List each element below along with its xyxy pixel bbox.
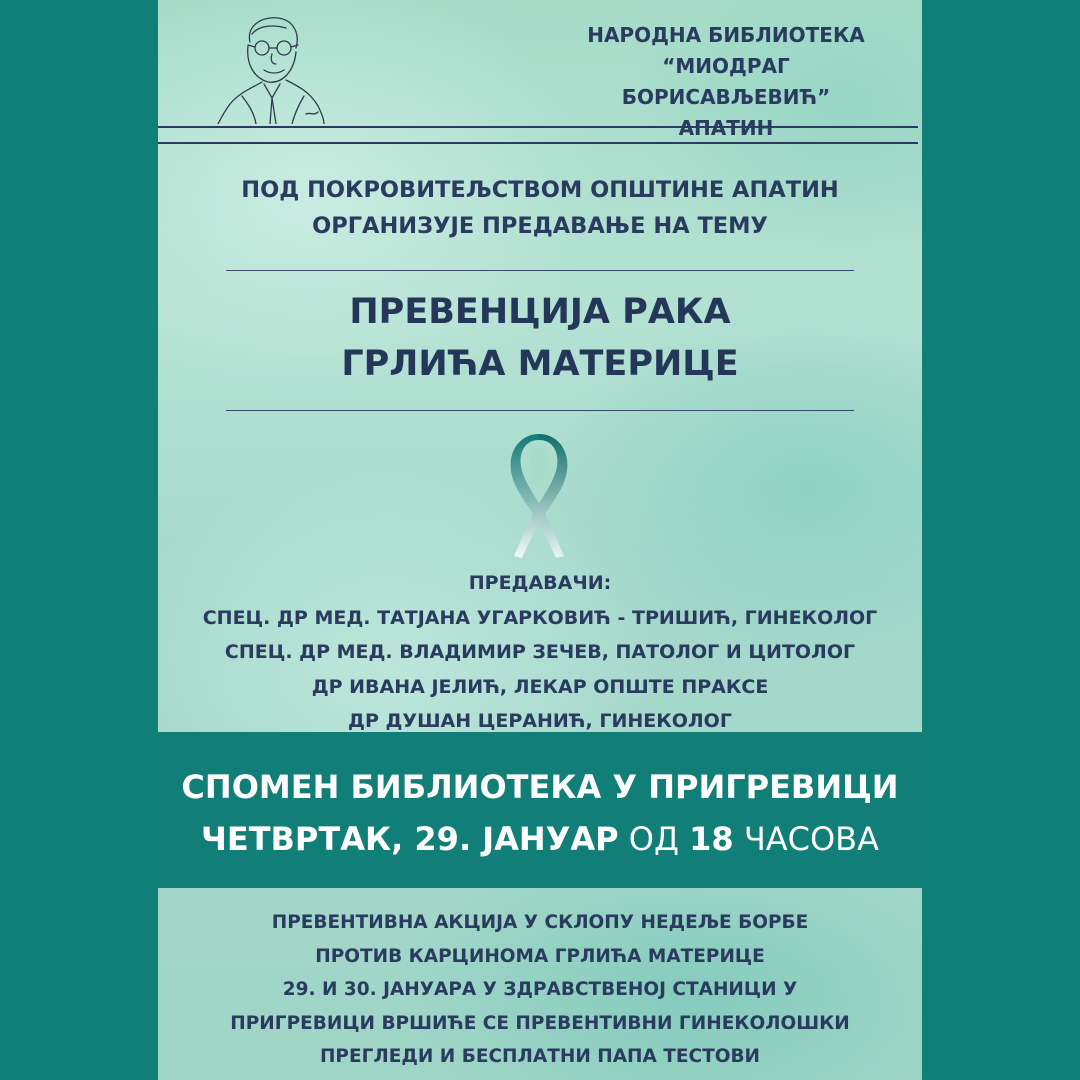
lecturer-item: СПЕЦ. ДР МЕД. ВЛАДИМИР ЗЕЧЕВ, ПАТОЛОГ И ЦИТОЛОГ — [224, 641, 856, 663]
event-info-band — [158, 732, 922, 888]
awareness-ribbon-icon — [508, 434, 570, 560]
header-divider-bottom — [158, 142, 918, 144]
lecture-title — [158, 286, 922, 390]
preventive-action-notice — [158, 906, 922, 1074]
lecture-title-line-1: ПРЕВЕНЦИЈА РАКА — [349, 292, 731, 332]
event-poster — [158, 0, 922, 1080]
header-divider-top — [158, 126, 918, 128]
lecturer-item: ДР ДУШАН ЦЕРАНИЋ, ГИНЕКОЛОГ — [348, 710, 732, 732]
portrait-sketch-icon — [202, 12, 338, 124]
footer-line: ПРОТИВ КАРЦИНОМА ГРЛИЋА МАТЕРИЦЕ — [315, 945, 765, 967]
footer-line: ПРЕВЕНТИВНА АКЦИЈА У СКЛОПУ НЕДЕЉЕ БОРБЕ — [271, 912, 809, 933]
organizer-text — [158, 172, 922, 244]
event-hours-word: ЧАСОВА — [743, 820, 880, 858]
event-from-word: ОД — [628, 820, 679, 858]
organizer-line-2: ОРГАНИЗУЈЕ ПРЕДАВАЊЕ НА ТЕМУ — [312, 213, 768, 239]
lecturers-section — [158, 566, 922, 739]
footer-line: ПРИГРЕВИЦИ ВРШИЋЕ СЕ ПРЕВЕНТИВНИ ГИНЕКОЛОШКИ — [230, 1012, 850, 1034]
library-city: АПАТИН — [678, 116, 774, 140]
event-datetime — [158, 816, 922, 862]
footer-line: ПРЕГЛЕДИ И БЕСПЛАТНИ ПАПА ТЕСТОВИ — [319, 1046, 761, 1067]
library-name: НАРОДНА БИБЛИОТЕКА — [587, 23, 865, 47]
event-hour: 18 — [689, 820, 734, 858]
lecturer-item: ДР ИВАНА ЈЕЛИЋ, ЛЕКАР ОПШТЕ ПРАКСЕ — [311, 675, 769, 698]
lecture-title-line-2: ГРЛИЋА МАТЕРИЦЕ — [341, 344, 739, 384]
lecturers-heading: ПРЕДАВАЧИ: — [468, 572, 612, 594]
organizer-line-1: ПОД ПОКРОВИТЕЉСТВОМ ОПШТИНЕ АПАТИН — [241, 177, 839, 203]
title-divider-top — [226, 270, 854, 271]
event-date: ЧЕТВРТАК, 29. ЈАНУАР — [200, 820, 619, 858]
title-divider-bottom — [226, 410, 854, 411]
event-venue: СПОМЕН БИБЛИОТЕКА У ПРИГРЕВИЦИ — [181, 768, 899, 806]
lecturer-item: СПЕЦ. ДР МЕД. ТАТЈАНА УГАРКОВИЋ - ТРИШИЋ, ГИНЕКОЛОГ — [202, 606, 878, 629]
footer-line: 29. И 30. ЈАНУАРА У ЗДРАВСТВЕНОЈ СТАНИЦИ У — [282, 979, 798, 1000]
library-namesake: “МИОДРАГ БОРИСАВЉЕВИЋ” — [621, 54, 831, 109]
